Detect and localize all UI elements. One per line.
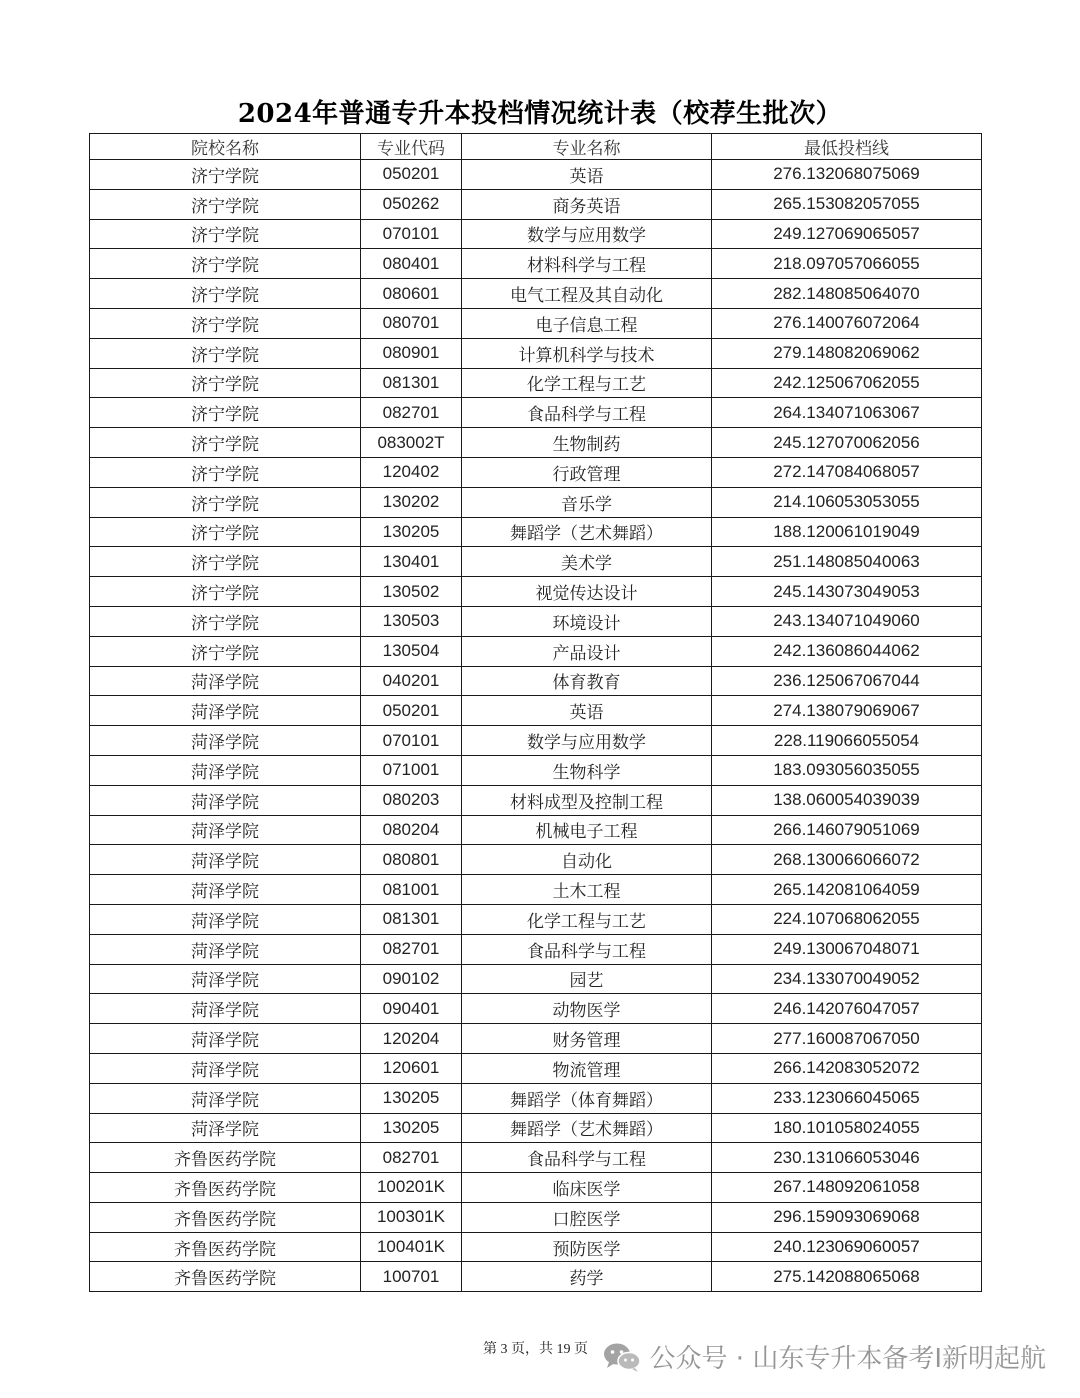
header-min-score: 最低投档线 (712, 134, 982, 160)
major-code-cell: 071001 (361, 755, 462, 785)
major-name-cell: 产品设计 (462, 636, 712, 666)
table-row (90, 994, 982, 1024)
school-name-cell: 菏泽学院 (90, 1024, 361, 1054)
min-score-cell: 264.134071063067 (712, 398, 982, 428)
major-name-cell: 临床医学 (462, 1173, 712, 1203)
table-row (90, 457, 982, 487)
major-name-cell: 材料成型及控制工程 (462, 785, 712, 815)
table-row (90, 904, 982, 934)
header-major-name: 专业名称 (462, 134, 712, 160)
major-code-cell: 090102 (361, 964, 462, 994)
table-row (90, 845, 982, 875)
min-score-cell: 245.127070062056 (712, 428, 982, 458)
school-name-cell: 菏泽学院 (90, 934, 361, 964)
min-score-cell: 214.106053053055 (712, 487, 982, 517)
school-name-cell: 济宁学院 (90, 249, 361, 279)
min-score-cell: 138.060054039039 (712, 785, 982, 815)
table-row (90, 666, 982, 696)
table-row (90, 189, 982, 219)
min-score-cell: 230.131066053046 (712, 1143, 982, 1173)
school-name-cell: 菏泽学院 (90, 696, 361, 726)
major-name-cell: 电气工程及其自动化 (462, 279, 712, 309)
table-header-row (90, 134, 982, 160)
school-name-cell: 菏泽学院 (90, 994, 361, 1024)
school-name-cell: 济宁学院 (90, 368, 361, 398)
table-row (90, 785, 982, 815)
major-code-cell: 100701 (361, 1262, 462, 1292)
major-name-cell: 化学工程与工艺 (462, 904, 712, 934)
table-row (90, 755, 982, 785)
table-row (90, 1173, 982, 1203)
min-score-cell: 265.142081064059 (712, 875, 982, 905)
school-name-cell: 济宁学院 (90, 189, 361, 219)
min-score-cell: 240.123069060057 (712, 1232, 982, 1262)
major-name-cell: 食品科学与工程 (462, 398, 712, 428)
school-name-cell: 齐鲁医药学院 (90, 1232, 361, 1262)
table-row (90, 249, 982, 279)
min-score-cell: 243.134071049060 (712, 606, 982, 636)
min-score-cell: 268.130066066072 (712, 845, 982, 875)
major-code-cell: 130205 (361, 1083, 462, 1113)
table-row (90, 815, 982, 845)
major-name-cell: 食品科学与工程 (462, 934, 712, 964)
major-name-cell: 机械电子工程 (462, 815, 712, 845)
school-name-cell: 菏泽学院 (90, 785, 361, 815)
min-score-cell: 274.138079069067 (712, 696, 982, 726)
table-row (90, 547, 982, 577)
school-name-cell: 齐鲁医药学院 (90, 1143, 361, 1173)
school-name-cell: 济宁学院 (90, 517, 361, 547)
school-name-cell: 济宁学院 (90, 160, 361, 190)
wechat-icon (602, 1341, 642, 1373)
major-name-cell: 数学与应用数学 (462, 219, 712, 249)
major-code-cell: 130205 (361, 517, 462, 547)
school-name-cell: 济宁学院 (90, 636, 361, 666)
school-name-cell: 菏泽学院 (90, 1083, 361, 1113)
table-row (90, 1083, 982, 1113)
min-score-cell: 188.120061019049 (712, 517, 982, 547)
major-name-cell: 药学 (462, 1262, 712, 1292)
min-score-cell: 236.125067067044 (712, 666, 982, 696)
school-name-cell: 菏泽学院 (90, 904, 361, 934)
table-row (90, 1113, 982, 1143)
table-body (90, 160, 982, 1292)
major-name-cell: 口腔医学 (462, 1202, 712, 1232)
table-row (90, 696, 982, 726)
table-row (90, 487, 982, 517)
major-name-cell: 化学工程与工艺 (462, 368, 712, 398)
major-name-cell: 计算机科学与技术 (462, 338, 712, 368)
school-name-cell: 济宁学院 (90, 428, 361, 458)
watermark (602, 1338, 1046, 1375)
table-row (90, 934, 982, 964)
major-code-cell: 100201K (361, 1173, 462, 1203)
school-name-cell: 菏泽学院 (90, 815, 361, 845)
table-row (90, 308, 982, 338)
min-score-cell: 276.140076072064 (712, 308, 982, 338)
major-code-cell: 120601 (361, 1053, 462, 1083)
table-row (90, 1053, 982, 1083)
min-score-cell: 245.143073049053 (712, 577, 982, 607)
major-name-cell: 动物医学 (462, 994, 712, 1024)
min-score-cell: 224.107068062055 (712, 904, 982, 934)
major-code-cell: 082701 (361, 934, 462, 964)
page-middle: 页，共 (511, 1342, 553, 1357)
major-name-cell: 数学与应用数学 (462, 726, 712, 756)
school-name-cell: 菏泽学院 (90, 755, 361, 785)
major-name-cell: 生物制药 (462, 428, 712, 458)
major-name-cell: 园艺 (462, 964, 712, 994)
table-row (90, 1262, 982, 1292)
major-name-cell: 体育教育 (462, 666, 712, 696)
min-score-cell: 296.159093069068 (712, 1202, 982, 1232)
table-row (90, 398, 982, 428)
min-score-cell: 272.147084068057 (712, 457, 982, 487)
table-row (90, 726, 982, 756)
page-title: 2024年普通专升本投档情况统计表（校荐生批次） (237, 99, 843, 129)
major-code-cell: 080204 (361, 815, 462, 845)
major-code-cell: 130503 (361, 606, 462, 636)
table-row (90, 606, 982, 636)
major-code-cell: 090401 (361, 994, 462, 1024)
school-name-cell: 齐鲁医药学院 (90, 1202, 361, 1232)
table-row (90, 517, 982, 547)
school-name-cell: 菏泽学院 (90, 666, 361, 696)
major-code-cell: 080701 (361, 308, 462, 338)
table-row (90, 1024, 982, 1054)
school-name-cell: 菏泽学院 (90, 845, 361, 875)
min-score-cell: 276.132068075069 (712, 160, 982, 190)
school-name-cell: 济宁学院 (90, 279, 361, 309)
school-name-cell: 济宁学院 (90, 606, 361, 636)
major-name-cell: 食品科学与工程 (462, 1143, 712, 1173)
major-name-cell: 材料科学与工程 (462, 249, 712, 279)
min-score-cell: 282.148085064070 (712, 279, 982, 309)
school-name-cell: 济宁学院 (90, 547, 361, 577)
major-code-cell: 081301 (361, 368, 462, 398)
min-score-cell: 267.148092061058 (712, 1173, 982, 1203)
admission-stats-table (89, 133, 982, 1292)
major-name-cell: 美术学 (462, 547, 712, 577)
school-name-cell: 济宁学院 (90, 398, 361, 428)
table-row (90, 368, 982, 398)
major-name-cell: 环境设计 (462, 606, 712, 636)
school-name-cell: 济宁学院 (90, 577, 361, 607)
school-name-cell: 济宁学院 (90, 219, 361, 249)
major-code-cell: 040201 (361, 666, 462, 696)
min-score-cell: 249.130067048071 (712, 934, 982, 964)
major-code-cell: 130502 (361, 577, 462, 607)
min-score-cell: 234.133070049052 (712, 964, 982, 994)
table-row (90, 577, 982, 607)
major-name-cell: 商务英语 (462, 189, 712, 219)
major-code-cell: 080901 (361, 338, 462, 368)
min-score-cell: 266.142083052072 (712, 1053, 982, 1083)
major-code-cell: 130504 (361, 636, 462, 666)
major-code-cell: 083002T (361, 428, 462, 458)
major-name-cell: 行政管理 (462, 457, 712, 487)
major-code-cell: 081001 (361, 875, 462, 905)
school-name-cell: 菏泽学院 (90, 875, 361, 905)
school-name-cell: 济宁学院 (90, 487, 361, 517)
table-row (90, 338, 982, 368)
major-code-cell: 100301K (361, 1202, 462, 1232)
table-row (90, 1232, 982, 1262)
watermark-text: 公众号 · 山东专升本备考I新明起航 (649, 1344, 1046, 1374)
major-name-cell: 英语 (462, 160, 712, 190)
table-row (90, 875, 982, 905)
major-code-cell: 050201 (361, 696, 462, 726)
school-name-cell: 齐鲁医药学院 (90, 1262, 361, 1292)
table-row (90, 1143, 982, 1173)
major-name-cell: 生物科学 (462, 755, 712, 785)
min-score-cell: 275.142088065068 (712, 1262, 982, 1292)
major-name-cell: 财务管理 (462, 1024, 712, 1054)
major-code-cell: 080801 (361, 845, 462, 875)
min-score-cell: 180.101058024055 (712, 1113, 982, 1143)
school-name-cell: 济宁学院 (90, 338, 361, 368)
major-code-cell: 100401K (361, 1232, 462, 1262)
min-score-cell: 183.093056035055 (712, 755, 982, 785)
min-score-cell: 277.160087067050 (712, 1024, 982, 1054)
header-major-code: 专业代码 (361, 134, 462, 160)
major-name-cell: 自动化 (462, 845, 712, 875)
major-code-cell: 120204 (361, 1024, 462, 1054)
table-row (90, 160, 982, 190)
major-name-cell: 电子信息工程 (462, 308, 712, 338)
min-score-cell: 218.097057066055 (712, 249, 982, 279)
major-code-cell: 070101 (361, 219, 462, 249)
school-name-cell: 济宁学院 (90, 457, 361, 487)
table-row (90, 964, 982, 994)
major-code-cell: 120402 (361, 457, 462, 487)
major-code-cell: 080601 (361, 279, 462, 309)
header-school-name: 院校名称 (90, 134, 361, 160)
school-name-cell: 菏泽学院 (90, 1113, 361, 1143)
min-score-cell: 242.136086044062 (712, 636, 982, 666)
min-score-cell: 228.119066055054 (712, 726, 982, 756)
major-code-cell: 080203 (361, 785, 462, 815)
table-row (90, 279, 982, 309)
major-code-cell: 050262 (361, 189, 462, 219)
major-name-cell: 舞蹈学（体育舞蹈） (462, 1083, 712, 1113)
min-score-cell: 246.142076047057 (712, 994, 982, 1024)
page-prefix: 第 (483, 1342, 497, 1357)
major-code-cell: 070101 (361, 726, 462, 756)
major-code-cell: 080401 (361, 249, 462, 279)
school-name-cell: 菏泽学院 (90, 1053, 361, 1083)
min-score-cell: 266.146079051069 (712, 815, 982, 845)
page-number: 3 (500, 1342, 508, 1357)
min-score-cell: 233.123066045065 (712, 1083, 982, 1113)
min-score-cell: 251.148085040063 (712, 547, 982, 577)
page-suffix: 页 (574, 1342, 588, 1357)
major-name-cell: 物流管理 (462, 1053, 712, 1083)
table-row (90, 428, 982, 458)
table-row (90, 636, 982, 666)
major-code-cell: 130401 (361, 547, 462, 577)
major-code-cell: 081301 (361, 904, 462, 934)
major-code-cell: 130202 (361, 487, 462, 517)
major-name-cell: 预防医学 (462, 1232, 712, 1262)
total-pages: 19 (556, 1342, 571, 1357)
school-name-cell: 齐鲁医药学院 (90, 1173, 361, 1203)
school-name-cell: 菏泽学院 (90, 964, 361, 994)
major-code-cell: 082701 (361, 398, 462, 428)
min-score-cell: 242.125067062055 (712, 368, 982, 398)
major-name-cell: 英语 (462, 696, 712, 726)
major-name-cell: 土木工程 (462, 875, 712, 905)
major-name-cell: 舞蹈学（艺术舞蹈） (462, 1113, 712, 1143)
major-name-cell: 音乐学 (462, 487, 712, 517)
school-name-cell: 济宁学院 (90, 308, 361, 338)
min-score-cell: 265.153082057055 (712, 189, 982, 219)
major-name-cell: 舞蹈学（艺术舞蹈） (462, 517, 712, 547)
table-row (90, 219, 982, 249)
major-name-cell: 视觉传达设计 (462, 577, 712, 607)
major-code-cell: 050201 (361, 160, 462, 190)
school-name-cell: 菏泽学院 (90, 726, 361, 756)
major-code-cell: 130205 (361, 1113, 462, 1143)
min-score-cell: 279.148082069062 (712, 338, 982, 368)
table-row (90, 1202, 982, 1232)
major-code-cell: 082701 (361, 1143, 462, 1173)
page-footer (483, 1338, 588, 1358)
min-score-cell: 249.127069065057 (712, 219, 982, 249)
